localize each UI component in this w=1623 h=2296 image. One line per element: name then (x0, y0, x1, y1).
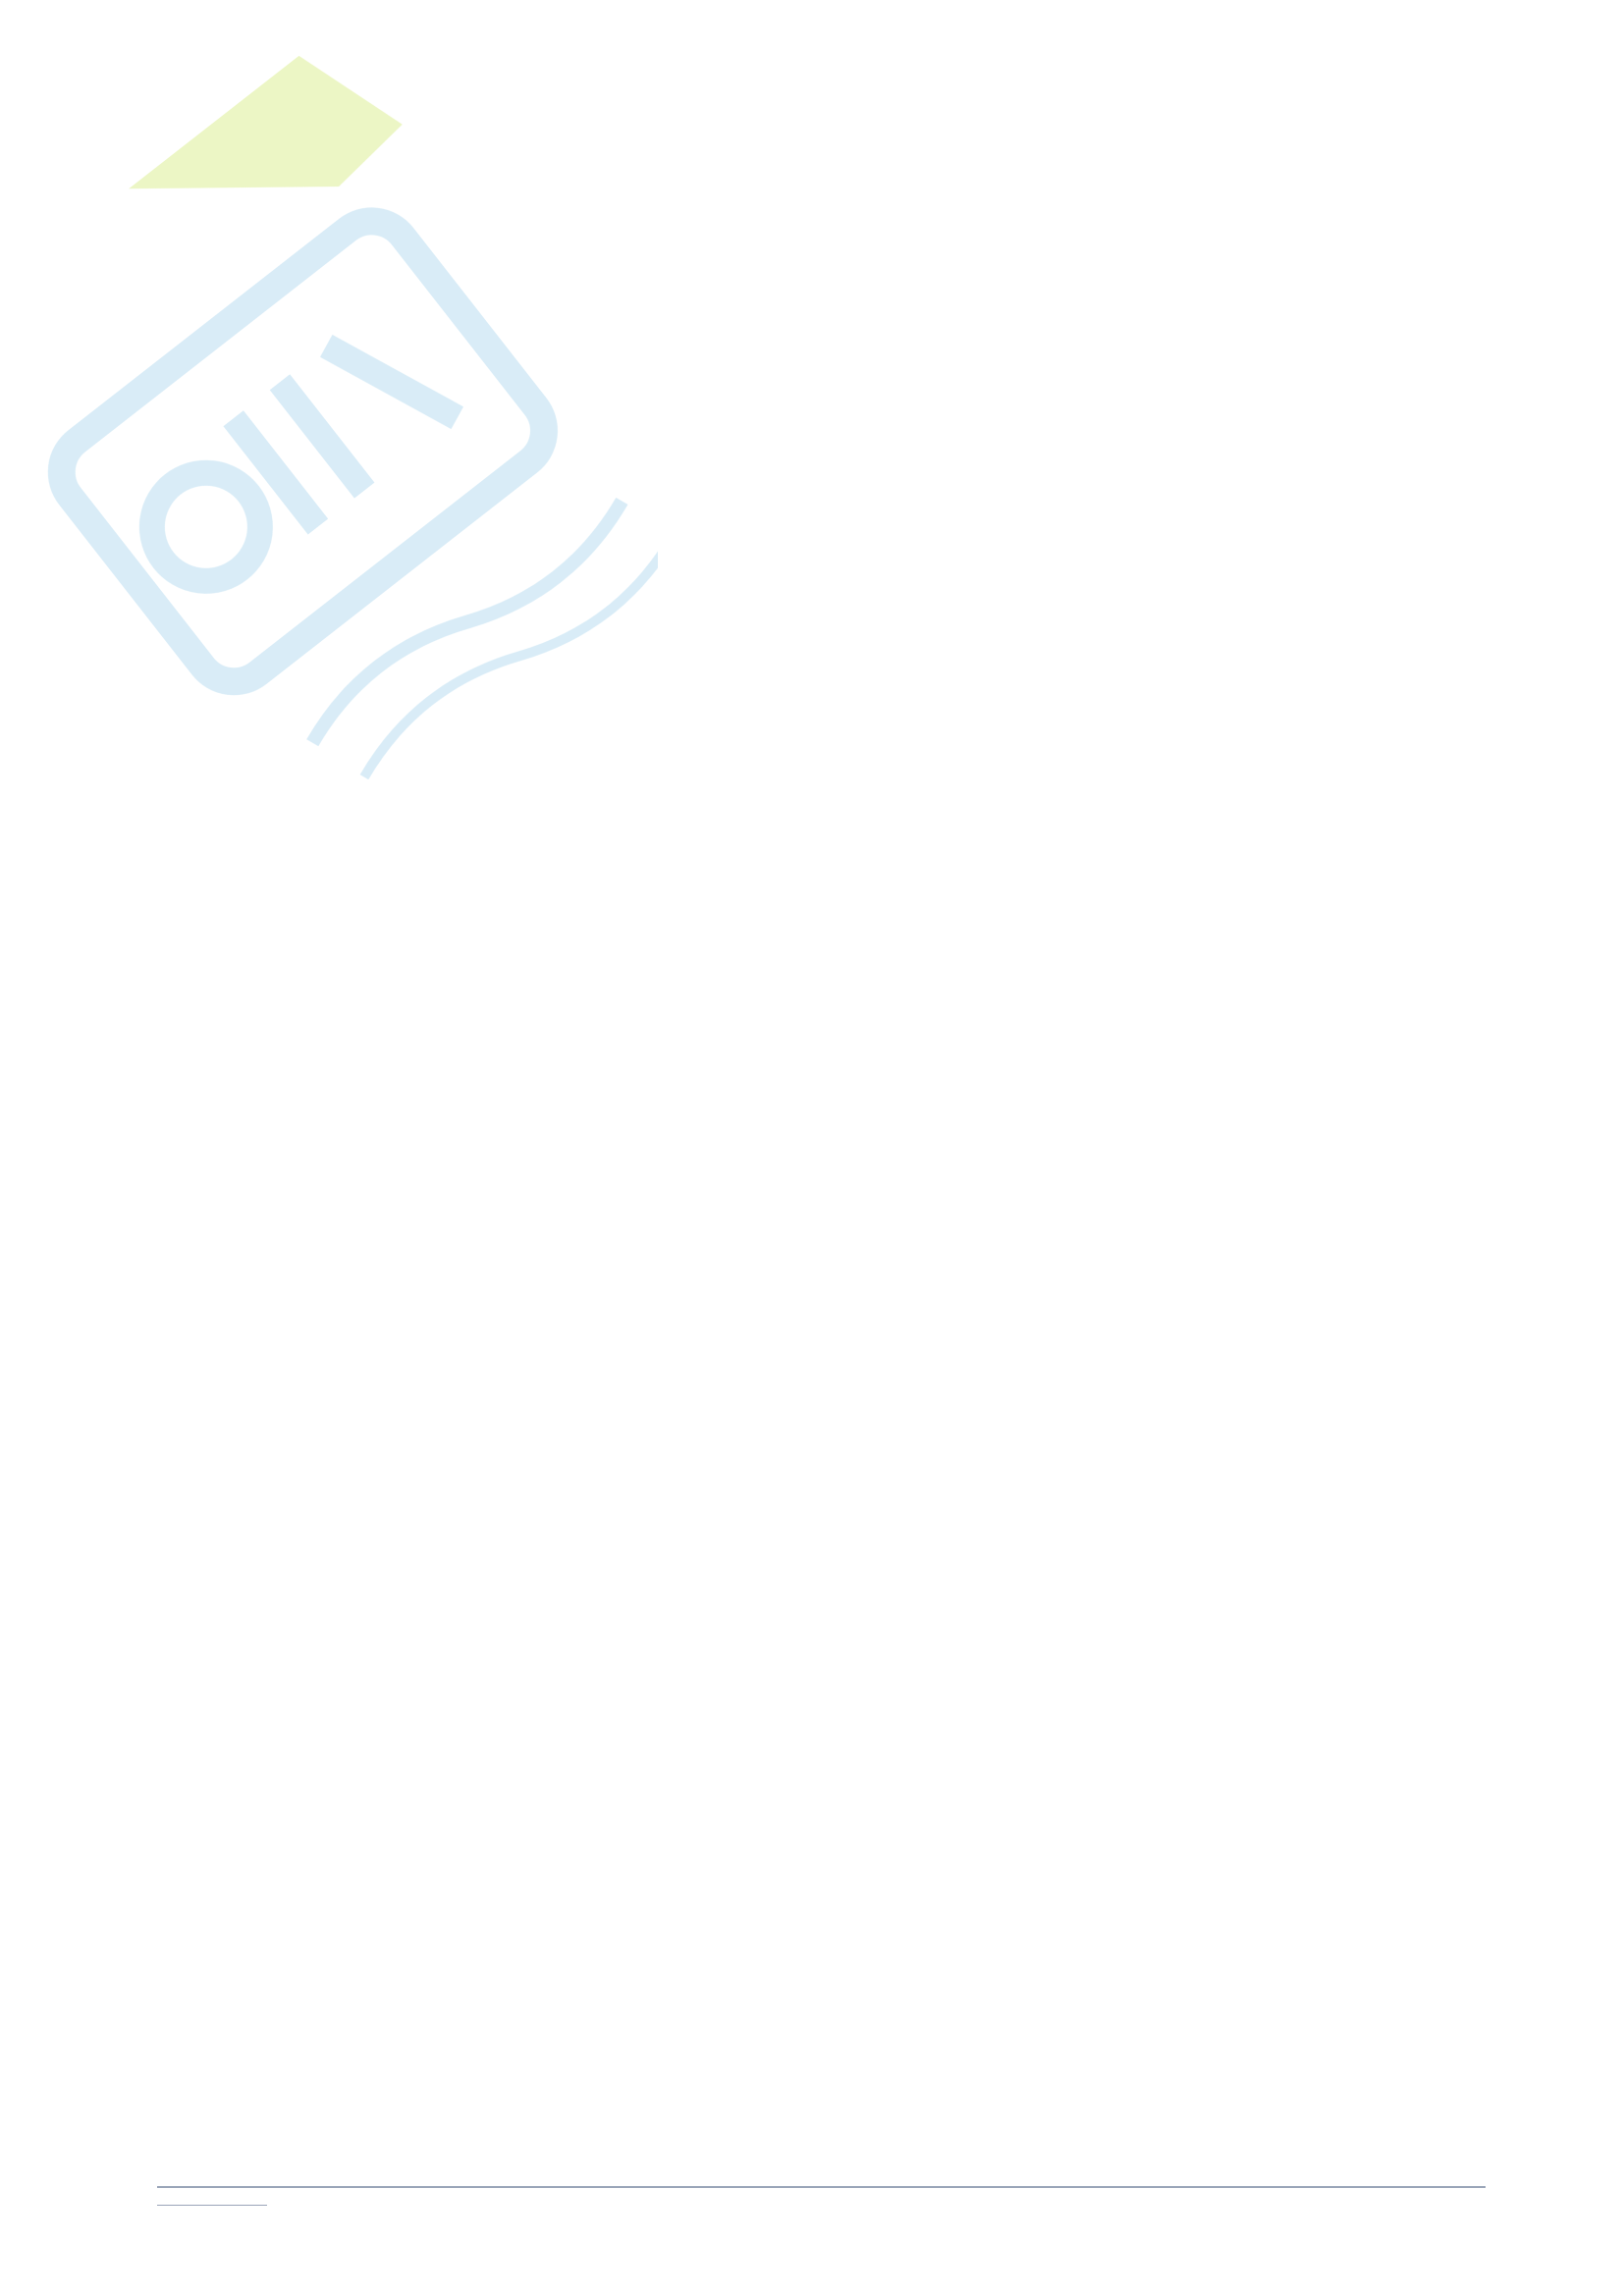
footer-rule (157, 2186, 1486, 2188)
footer-short-rule (157, 2205, 267, 2206)
skuola-watermark-logo (29, 29, 658, 834)
page-content (157, 191, 1486, 258)
